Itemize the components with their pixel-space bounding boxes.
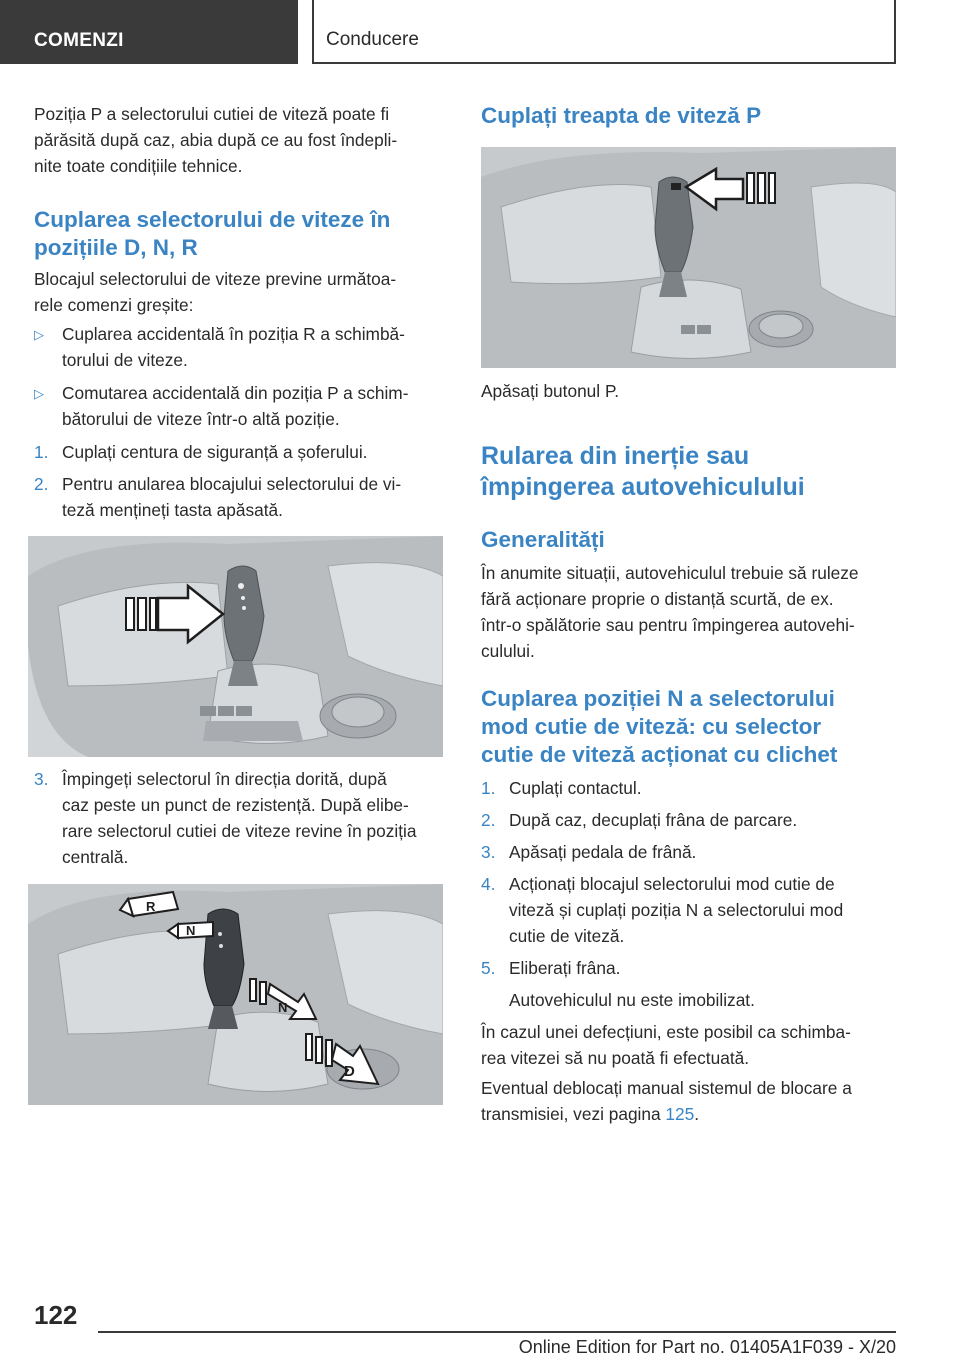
text-line: fără acționare proprie o distanță scurtă, de ex. — [481, 589, 834, 609]
step-number: 2. — [481, 810, 496, 830]
step-item — [481, 871, 896, 949]
heading-line: Cuplarea selectorului de viteze în — [34, 207, 391, 232]
gear-selector-press-illustration — [28, 536, 443, 757]
label-r: R — [146, 899, 156, 914]
step-item — [34, 766, 454, 870]
image-caption: Apăsați butonul P. — [481, 381, 620, 401]
section-title: COMENZI — [34, 30, 124, 51]
intro-line: nite toate condițiile tehnice. — [34, 156, 243, 176]
bullet-text: torului de viteze. — [62, 350, 188, 370]
step-number: 3. — [34, 769, 49, 789]
gear-selector-p-button-illustration — [481, 147, 896, 368]
step-text: Împingeți selectorul în direcția dorită, după — [62, 769, 387, 789]
page-number: 122 — [34, 1300, 78, 1330]
section-tab — [0, 0, 298, 64]
heading-line: împingerea autovehiculului — [481, 473, 805, 501]
step-text: viteză și cuplați poziția N a selectorului mod — [509, 900, 844, 920]
bullet-text: bătorului de viteze într-o altă poziție. — [62, 409, 340, 429]
step-text: Apăsați pedala de frână. — [509, 842, 697, 862]
step-number: 3. — [481, 842, 496, 862]
step-number: 5. — [481, 958, 496, 978]
text-line: culului. — [481, 641, 535, 661]
label-d: D — [344, 1063, 355, 1080]
step-note: Autovehiculul nu este imobilizat. — [509, 990, 755, 1010]
bullet-item — [34, 321, 444, 373]
step-text: Eliberați frâna. — [509, 958, 621, 978]
heading-line: pozițiile D, N, R — [34, 235, 198, 260]
step-item — [481, 807, 896, 833]
text-line: Blocajul selectorului de viteze previne următoa- — [34, 269, 397, 289]
step-text: teză mențineți tasta apăsată. — [62, 500, 283, 520]
text-line: Eventual deblocați manual sistemul de blocare a — [481, 1078, 852, 1098]
edition-text: Online Edition for Part no. 01405A1F039 - X/20 — [518, 1337, 896, 1357]
heading-line: Rularea din inerție sau — [481, 442, 750, 470]
text-line: rele comenzi greșite: — [34, 295, 194, 315]
chapter-title: Conducere — [326, 29, 419, 50]
step-number: 1. — [481, 778, 496, 798]
generalitati-paragraph — [481, 560, 901, 664]
label-n-lower: N — [278, 1000, 288, 1015]
heading-cuplarea-n — [481, 685, 901, 769]
text-line: În cazul unei defecțiuni, este posibil ca schimba- — [481, 1022, 851, 1042]
intro-line: părăsită după caz, abia după ce au fost îndepli- — [34, 130, 398, 150]
step-text: rare selectorul cutiei de viteze revine în poziția — [62, 821, 417, 841]
step-item — [481, 955, 896, 981]
heading-line: cutie de viteză acționat cu clichet — [481, 742, 838, 767]
intro-line: Poziția P a selectorului cutiei de viteză poate fi — [34, 104, 390, 124]
text-line: într-o spălătorie sau pentru împingerea autovehi- — [481, 615, 855, 635]
bullet-text: Cuplarea accidentală în poziția R a schimbă- — [62, 324, 405, 344]
step-text: Acționați blocajul selectorului mod cutie de — [509, 874, 835, 894]
text-line: În anumite situații, autovehiculul trebuie să ruleze — [481, 563, 859, 583]
blocaj-paragraph — [34, 266, 444, 318]
triangle-bullet-icon: ▷ — [34, 327, 44, 342]
footer-divider — [98, 1331, 896, 1333]
step-item — [34, 439, 444, 465]
step-item — [481, 839, 896, 865]
step-text: Cuplați contactul. — [509, 778, 642, 798]
step-number: 2. — [34, 474, 49, 494]
text-line: transmisiei, vezi pagina — [481, 1104, 666, 1124]
step-text: centrală. — [62, 847, 129, 867]
page-link[interactable]: 125 — [665, 1104, 695, 1124]
text-line: rea vitezei să nu poată fi efectuată. — [481, 1048, 750, 1068]
defect-paragraph — [481, 1019, 901, 1071]
step-item — [34, 471, 444, 523]
step-text: Pentru anularea blocajului selectorului de vi- — [62, 474, 402, 494]
text-line: . — [694, 1104, 700, 1124]
step-text: Cuplați centura de siguranță a șoferului. — [62, 442, 368, 462]
heading-cuplare-selector — [34, 206, 454, 262]
chapter-tab — [312, 0, 896, 64]
heading-rularea — [481, 441, 896, 503]
gear-selector-direction-illustration — [28, 884, 443, 1105]
step-text: caz peste un punct de rezistență. După elibe- — [62, 795, 409, 815]
step-text: cutie de viteză. — [509, 926, 625, 946]
triangle-bullet-icon: ▷ — [34, 386, 44, 401]
step-number: 4. — [481, 874, 496, 894]
step-text: După caz, decuplați frâna de parcare. — [509, 810, 798, 830]
heading-line: Cuplarea poziției N a selectorului — [481, 686, 835, 711]
deblocare-paragraph — [481, 1075, 901, 1127]
heading-treapta-p: Cuplați treapta de viteză P — [481, 103, 762, 128]
step-item — [481, 775, 896, 801]
heading-line: mod cutie de viteză: cu selector — [481, 714, 822, 739]
step-number: 1. — [34, 442, 49, 462]
bullet-text: Comutarea accidentală din poziția P a schim- — [62, 383, 409, 403]
bullet-item — [34, 380, 444, 432]
heading-generalitati: Generalități — [481, 527, 605, 552]
label-n-upper: N — [186, 923, 196, 938]
intro-paragraph — [34, 101, 444, 179]
